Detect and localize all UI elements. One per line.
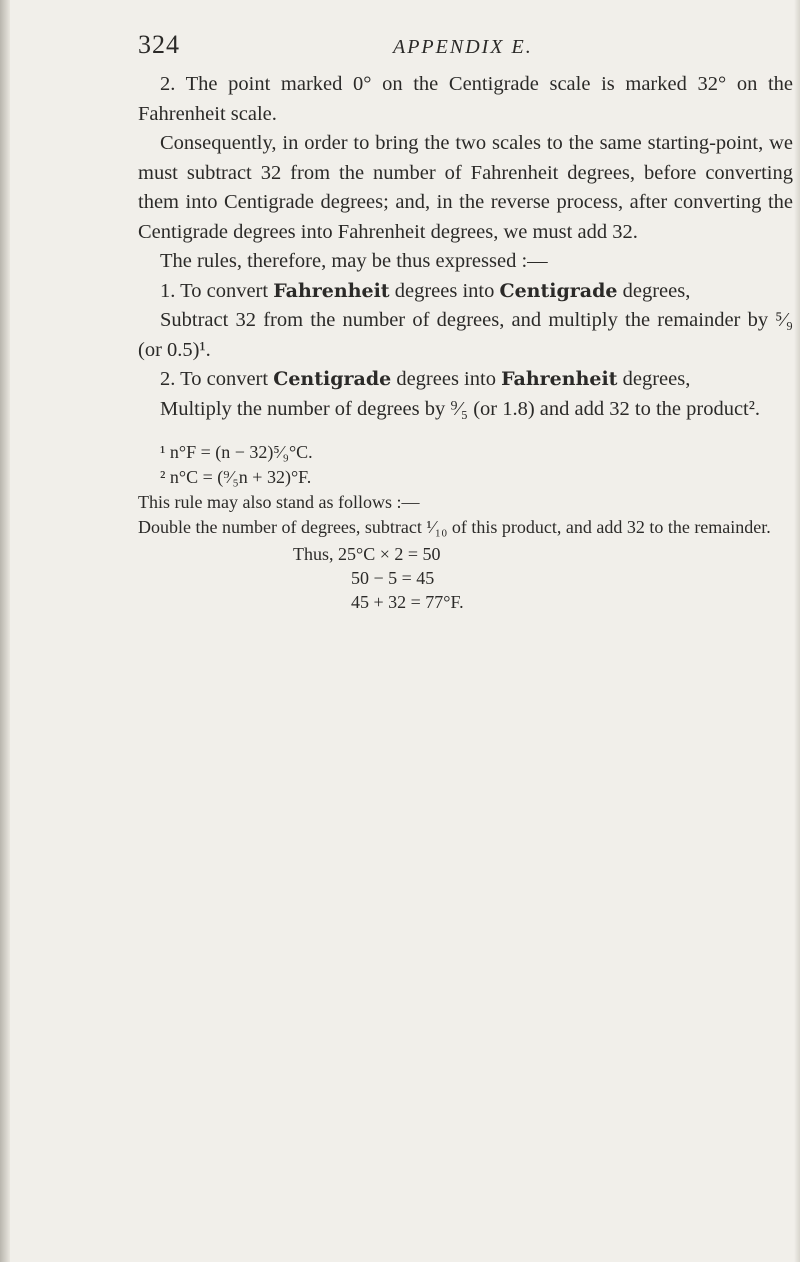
paragraph-zero-point: 2. The point marked 0° on the Centigrade scale is marked 32° on the Fahrenheit scale. [138,73,793,125]
book-page [138,30,793,614]
calc-line-3: 45 + 32 = 77°F. [351,592,464,612]
paragraph-consequently: Consequently, in order to bring the two scales to the same starting-point, we must subtract 32 from the number of Fahrenheit degrees, before converting them into Centigrade degrees; and, in the reverse process, after converting the Centigrade degrees into Fahrenheit degrees, we must add 32. [138,132,793,243]
rule-1-prefix: 1. To convert [160,279,274,302]
rule-2-heading [138,365,793,395]
rule-2-prefix: 2. To convert [160,368,274,390]
rule-1-mid: degrees into [389,279,500,302]
calc-line-1: Thus, 25°C × 2 = 50 [293,544,441,564]
rule-1-suffix: degrees, [617,279,691,302]
running-head [138,30,793,70]
rule-2-bold-centigrade: Centigrade [273,368,392,390]
footnote-rule-intro: This rule may also stand as follows :— [138,492,420,512]
worked-example [138,542,793,614]
rule-2-bold-fahrenheit: Fahrenheit [501,368,618,390]
rule-1-text: Subtract 32 from the number of degrees, and multiply the remainder by ⁵⁄₉ (or 0.5)¹. [138,309,793,361]
paragraph-rules-intro: The rules, therefore, may be thus expressed :— [160,250,548,272]
rule-1-bold-fahrenheit: Fahrenheit [273,279,390,302]
rule-2-mid: degrees into [391,368,502,390]
page-number: 324 [138,30,180,59]
footnote-rule-text: Double the number of degrees, subtract ¹⁄₁₀ of this product, and add 32 to the remainder. [138,517,771,537]
rule-2-text: Multiply the number of degrees by ⁹⁄₅ (or 1.8) and add 32 to the product². [160,397,761,420]
footnote-2: ² n°C = (⁹⁄₅n + 32)°F. [160,467,312,487]
page-edge-right [794,0,800,1262]
calc-line-2: 50 − 5 = 45 [351,568,435,588]
page-gutter-shadow [0,0,10,1262]
rule-1-heading [138,277,793,307]
footnotes [138,440,793,614]
rule-2-suffix: degrees, [617,368,691,390]
rule-1-bold-centigrade: Centigrade [499,279,618,302]
body-text [138,70,793,424]
footnote-1: ¹ n°F = (n − 32)⁵⁄₉°C. [160,442,313,462]
header-title: APPENDIX E. [393,36,533,58]
